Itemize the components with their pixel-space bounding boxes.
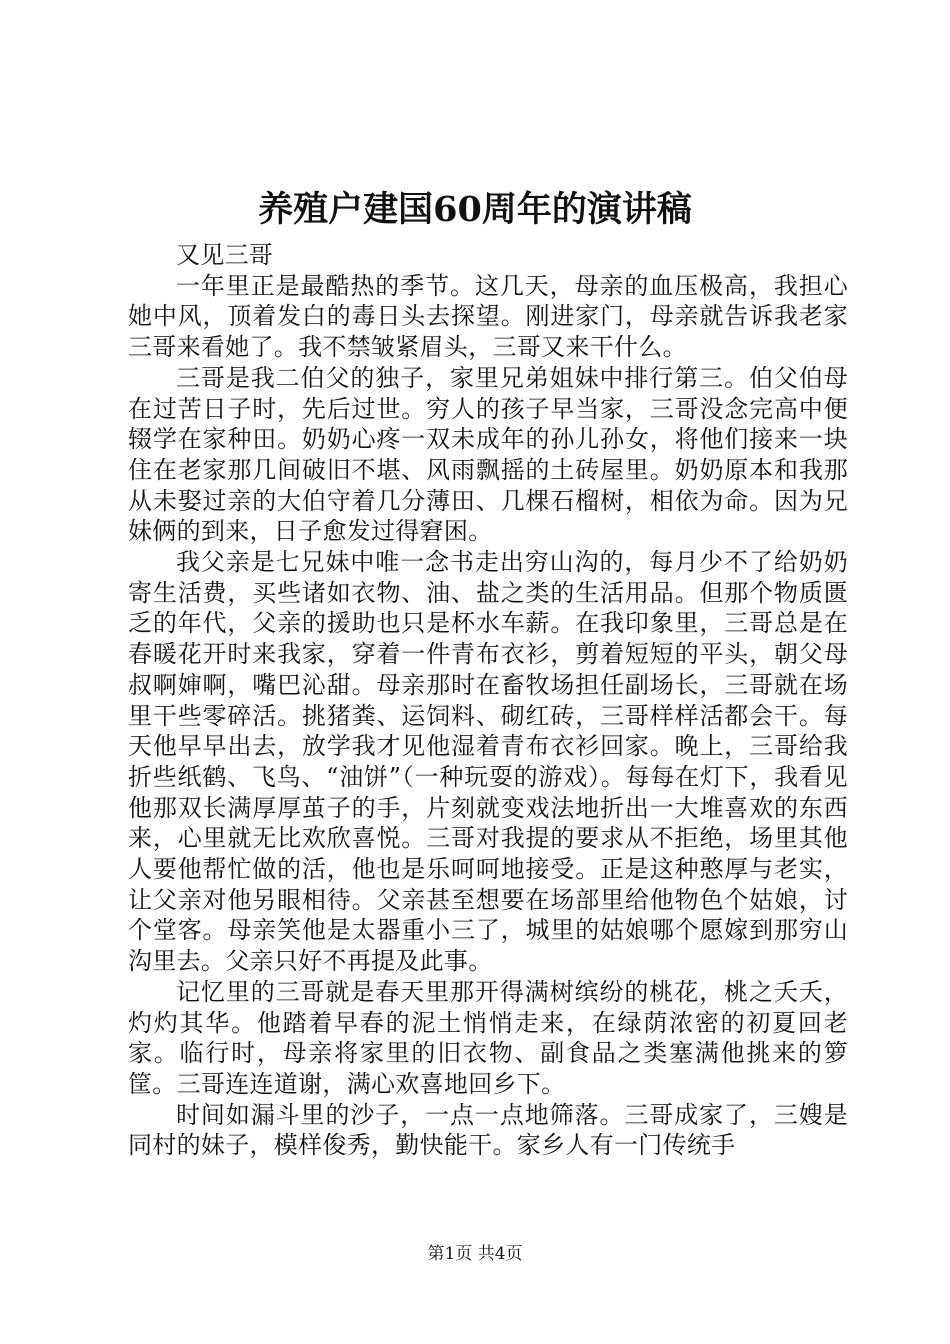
body-paragraph: 时间如漏斗里的沙子，一点一点地筛落。三哥成家了，三嫂是同村的妹子，模样俊秀，勤快能干。家乡人有一门传统手 (128, 1100, 848, 1160)
body-paragraph: 我父亲是七兄妹中唯一念书走出穷山沟的，每月少不了给奶奶寄生活费，买些诸如衣物、油、盐之类的生活用品。但那个物质匮乏的年代，父亲的援助也只是杯水车薪。在我印象里，三哥总是在春暖花开时来我家，穿着一件青布衣衫，剪着短短的平头，朝父母叔啊婶啊，嘴巴沁甜。母亲那时在畜牧场担任副场长，三哥就在场里干些零碎活。挑猪粪、运饲料、砌红砖，三哥样样活都会干。每天他早早出去，放学我才见他湿着青布衣衫回家。晚上，三哥给我折些纸鹤、飞鸟、“油饼”（一种玩耍的游戏）。每每在灯下，我看见他那双长满厚厚茧子的手，片刻就变戏法地折出一大堆喜欢的东西来，心里就无比欢欣喜悦。三哥对我提的要求从不拒绝，场里其他人要他帮忙做的活，他也是乐呵呵地接受。正是这种憨厚与老实，让父亲对他另眼相待。父亲甚至想要在场部里给他物色个姑娘，讨个堂客。母亲笑他是太器重小三了，城里的姑娘哪个愿嫁到那穷山沟里去。父亲只好不再提及此事。 (128, 548, 848, 976)
body-paragraph: 一年里正是最酷热的季节。这几天，母亲的血压极高，我担心她中风，顶着发白的毒日头去探望。刚进家门，母亲就告诉我老家三哥来看她了。我不禁皱紧眉头，三哥又来干什么。 (128, 271, 848, 362)
page-number-footer: 第1页 共4页 (427, 1244, 523, 1264)
body-paragraph: 记忆里的三哥就是春天里那开得满树缤纷的桃花，桃之夭夭，灼灼其华。他踏着早春的泥土悄悄走来，在绿荫浓密的初夏回老家。临行时，母亲将家里的旧衣物、副食品之类塞满他挑来的箩筐。三哥连连道谢，满心欢喜地回乡下。 (128, 977, 848, 1098)
document-body (128, 240, 848, 1161)
body-paragraph: 三哥是我二伯父的独子，家里兄弟姐妹中排行第三。伯父伯母在过苦日子时，先后过世。穷人的孩子早当家，三哥没念完高中便辍学在家种田。奶奶心疼一双未成年的孙儿孙女，将他们接来一块住在老家那几间破旧不堪、风雨飘摇的土砖屋里。奶奶原本和我那从未娶过亲的大伯守着几分薄田、几棵石榴树，相依为命。因为兄妹俩的到来，日子愈发过得窘困。 (128, 363, 848, 546)
document-title: 养殖户建国60周年的演讲稿 (258, 189, 692, 230)
subtitle-paragraph: 又见三哥 (176, 241, 274, 269)
